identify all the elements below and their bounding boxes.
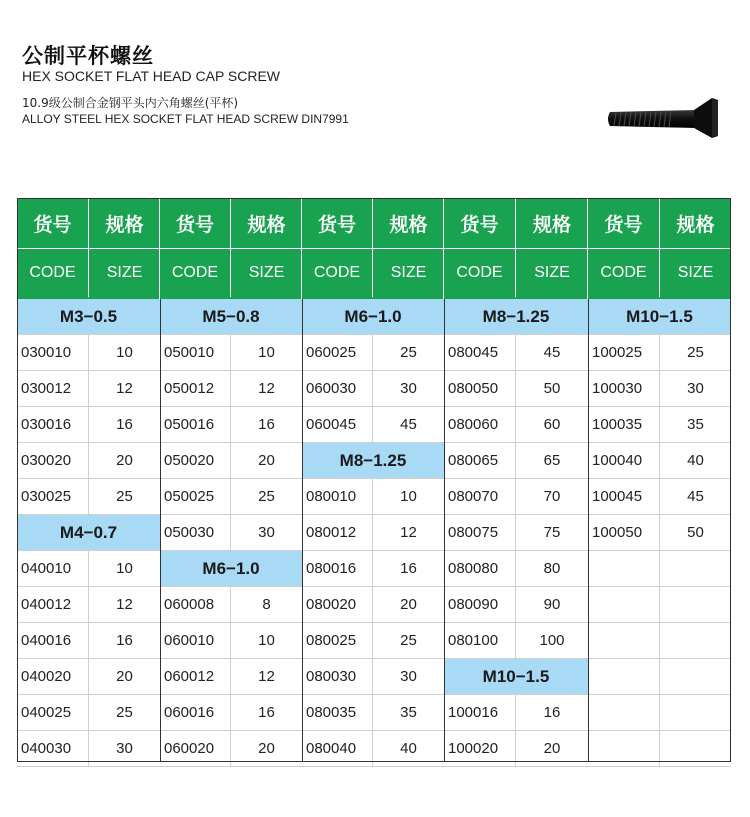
- header-code-cn: 货号: [17, 198, 89, 248]
- code-cell: 060030: [302, 371, 373, 406]
- code-cell: 030025: [17, 479, 89, 514]
- code-cell: 050025: [160, 479, 231, 514]
- code-cell: 100040: [588, 443, 660, 478]
- size-cell: 45: [400, 416, 417, 433]
- code-cell: 060010: [160, 623, 231, 658]
- code-cell: 050012: [160, 371, 231, 406]
- size-cell: 25: [400, 632, 417, 649]
- table-row: [444, 479, 588, 515]
- table-row: [302, 659, 444, 695]
- header-code-cn: 货号: [302, 198, 373, 248]
- table-row: [160, 371, 302, 407]
- size-cell: [660, 659, 731, 694]
- header-code-en: CODE: [302, 248, 373, 297]
- size-cell: 10: [116, 344, 133, 361]
- subtitle-cn: 10.9级公制合金钢平头内六角螺丝(平杯): [22, 96, 239, 110]
- code-cell: 030020: [17, 443, 89, 478]
- code-cell: [588, 695, 660, 730]
- code-cell: 080070: [444, 479, 516, 514]
- table-row: [588, 515, 731, 551]
- code-cell: 050020: [160, 443, 231, 478]
- column-divider: [160, 299, 161, 762]
- size-cell: [660, 551, 731, 586]
- code-cell: 040016: [17, 623, 89, 658]
- size-cell: 70: [543, 488, 561, 505]
- table-row: [302, 587, 444, 623]
- table-row: [302, 335, 444, 371]
- size-cell: 35: [400, 704, 417, 721]
- header-divider: [160, 248, 302, 249]
- table-column: [160, 198, 302, 762]
- header-size-cn: 规格: [676, 213, 715, 236]
- size-cell: 16: [258, 416, 275, 433]
- code-cell: 080040: [302, 731, 373, 766]
- header-code-en: CODE: [160, 248, 231, 297]
- header-code-en: CODE: [17, 248, 89, 297]
- table-row: [160, 479, 302, 515]
- size-cell: 50: [687, 524, 704, 541]
- column-divider: [302, 299, 303, 762]
- table-row: [588, 479, 731, 515]
- table-row: [588, 695, 731, 731]
- code-cell: 040010: [17, 551, 89, 586]
- table-row: [588, 551, 731, 587]
- size-cell: 90: [543, 596, 561, 613]
- size-table: [17, 198, 731, 762]
- table-row: [17, 695, 160, 731]
- code-cell: 030012: [17, 371, 89, 406]
- size-cell: 30: [116, 740, 133, 757]
- size-cell: 20: [543, 740, 561, 757]
- code-cell: 100030: [588, 371, 660, 406]
- header-code-en: CODE: [588, 248, 660, 297]
- size-cell: 16: [258, 704, 275, 721]
- size-cell: 20: [116, 668, 133, 685]
- size-cell: 12: [400, 524, 417, 541]
- size-cell: 25: [116, 488, 133, 505]
- table-column: [588, 198, 731, 762]
- column-divider: [588, 299, 589, 762]
- size-cell: 30: [400, 668, 417, 685]
- size-group-header: M10−1.5: [444, 659, 588, 695]
- column-divider: [444, 299, 445, 762]
- table-row: [444, 551, 588, 587]
- code-cell: 080016: [302, 551, 373, 586]
- header-size-en: SIZE: [677, 263, 714, 281]
- code-cell: 080075: [444, 515, 516, 550]
- size-cell: 16: [116, 632, 133, 649]
- table-row: [17, 479, 160, 515]
- table-row: [444, 623, 588, 659]
- table-row: [160, 407, 302, 443]
- table-row: [588, 335, 731, 371]
- code-cell: 030010: [17, 335, 89, 370]
- code-cell: 060008: [160, 587, 231, 622]
- code-cell: 040030: [17, 731, 89, 766]
- size-cell: 20: [116, 452, 133, 469]
- code-cell: 080010: [302, 479, 373, 514]
- table-row: [160, 587, 302, 623]
- size-cell: 40: [687, 452, 704, 469]
- size-group-header: M3−0.5: [17, 299, 160, 335]
- header-divider: [17, 248, 160, 249]
- size-group-header: M4−0.7: [17, 515, 160, 551]
- size-cell: 10: [258, 632, 275, 649]
- size-cell: 35: [687, 416, 704, 433]
- table-row: [588, 659, 731, 695]
- table-row: [302, 407, 444, 443]
- table-row: [17, 659, 160, 695]
- header-code-cn: 货号: [588, 198, 660, 248]
- size-cell: 20: [258, 740, 275, 757]
- size-cell: 10: [116, 560, 133, 577]
- header-size-en: SIZE: [106, 263, 143, 281]
- size-cell: 40: [400, 740, 417, 757]
- code-cell: [588, 623, 660, 658]
- size-group-header: M6−1.0: [160, 551, 302, 587]
- code-cell: 100035: [588, 407, 660, 442]
- table-column: [17, 198, 160, 762]
- size-cell: 12: [116, 596, 133, 613]
- size-cell: 45: [687, 488, 704, 505]
- code-cell: [588, 587, 660, 622]
- code-cell: 060045: [302, 407, 373, 442]
- code-cell: 080020: [302, 587, 373, 622]
- table-row: [444, 335, 588, 371]
- code-cell: 060020: [160, 731, 231, 766]
- size-cell: 10: [400, 488, 417, 505]
- size-cell: 16: [400, 560, 417, 577]
- table-row: [302, 695, 444, 731]
- table-column: [444, 198, 588, 762]
- table-row: [444, 443, 588, 479]
- table-row: [588, 731, 731, 767]
- code-cell: 080012: [302, 515, 373, 550]
- code-cell: 080060: [444, 407, 516, 442]
- size-cell: 75: [543, 524, 561, 541]
- table-row: [17, 443, 160, 479]
- table-row: [17, 335, 160, 371]
- header-size-cn: 规格: [105, 213, 144, 236]
- table-row: [17, 371, 160, 407]
- size-cell: 45: [543, 344, 561, 361]
- code-cell: 030016: [17, 407, 89, 442]
- table-row: [17, 551, 160, 587]
- code-cell: 060016: [160, 695, 231, 730]
- size-cell: 8: [262, 596, 271, 613]
- code-cell: 080050: [444, 371, 516, 406]
- size-cell: 20: [258, 452, 275, 469]
- code-cell: 080065: [444, 443, 516, 478]
- size-group-header: M8−1.25: [444, 299, 588, 335]
- size-cell: 25: [687, 344, 704, 361]
- size-cell: 50: [543, 380, 561, 397]
- size-cell: [660, 587, 731, 622]
- code-cell: 100016: [444, 695, 516, 730]
- size-cell: 80: [543, 560, 561, 577]
- table-row: [160, 335, 302, 371]
- size-cell: [660, 695, 731, 730]
- table-row: [17, 407, 160, 443]
- table-row: [160, 695, 302, 731]
- table-row: [444, 371, 588, 407]
- size-cell: 30: [258, 524, 275, 541]
- code-cell: 040020: [17, 659, 89, 694]
- header-divider: [588, 248, 731, 249]
- size-group-header: M8−1.25: [302, 443, 444, 479]
- header-divider: [302, 248, 444, 249]
- table-row: [160, 623, 302, 659]
- code-cell: 050016: [160, 407, 231, 442]
- code-cell: 060025: [302, 335, 373, 370]
- size-cell: 60: [543, 416, 561, 433]
- size-cell: 20: [400, 596, 417, 613]
- size-cell: 12: [258, 668, 275, 685]
- table-row: [17, 623, 160, 659]
- code-cell: 100050: [588, 515, 660, 550]
- size-cell: [660, 731, 731, 766]
- table-row: [17, 587, 160, 623]
- code-cell: 100025: [588, 335, 660, 370]
- size-cell: 16: [543, 704, 561, 721]
- table-row: [160, 731, 302, 767]
- table-row: [160, 443, 302, 479]
- header-size-en: SIZE: [390, 263, 427, 281]
- table-row: [444, 407, 588, 443]
- header-size-cn: 规格: [247, 213, 286, 236]
- header-code-cn: 货号: [444, 198, 516, 248]
- code-cell: 050010: [160, 335, 231, 370]
- code-cell: [588, 659, 660, 694]
- table-row: [302, 371, 444, 407]
- table-row: [444, 587, 588, 623]
- size-cell: 25: [116, 704, 133, 721]
- code-cell: 040012: [17, 587, 89, 622]
- table-row: [444, 515, 588, 551]
- table-row: [588, 407, 731, 443]
- header-size-cn: 规格: [532, 213, 571, 236]
- table-row: [17, 731, 160, 767]
- code-cell: [588, 551, 660, 586]
- header-size-en: SIZE: [534, 263, 570, 281]
- header-size-cn: 规格: [389, 213, 428, 236]
- table-row: [588, 587, 731, 623]
- size-cell: 30: [687, 380, 704, 397]
- size-cell: [660, 623, 731, 658]
- code-cell: 100020: [444, 731, 516, 766]
- code-cell: 100045: [588, 479, 660, 514]
- header-divider: [444, 248, 588, 249]
- code-cell: 050030: [160, 515, 231, 550]
- size-cell: 10: [258, 344, 275, 361]
- size-cell: 16: [116, 416, 133, 433]
- table-row: [302, 551, 444, 587]
- code-cell: [588, 731, 660, 766]
- size-group-header: M6−1.0: [302, 299, 444, 335]
- table-row: [302, 515, 444, 551]
- table-row: [160, 659, 302, 695]
- code-cell: 060012: [160, 659, 231, 694]
- size-cell: 65: [543, 452, 561, 469]
- table-row: [588, 443, 731, 479]
- code-cell: 080045: [444, 335, 516, 370]
- table-column: [302, 198, 444, 762]
- table-row: [160, 515, 302, 551]
- code-cell: 080035: [302, 695, 373, 730]
- header-size-en: SIZE: [248, 263, 285, 281]
- screw-product-image: [604, 96, 722, 140]
- table-row: [444, 695, 588, 731]
- table-row: [302, 479, 444, 515]
- code-cell: 080025: [302, 623, 373, 658]
- header-code-en: CODE: [444, 248, 516, 297]
- subtitle-en: ALLOY STEEL HEX SOCKET FLAT HEAD SCREW DIN7991: [22, 112, 349, 126]
- code-cell: 080100: [444, 623, 516, 658]
- table-row: [302, 731, 444, 767]
- size-cell: 12: [116, 380, 133, 397]
- size-cell: 25: [258, 488, 275, 505]
- code-cell: 080030: [302, 659, 373, 694]
- code-cell: 040025: [17, 695, 89, 730]
- table-row: [588, 623, 731, 659]
- size-cell: 25: [400, 344, 417, 361]
- code-cell: 080080: [444, 551, 516, 586]
- title-en: HEX SOCKET FLAT HEAD CAP SCREW: [22, 68, 281, 84]
- size-group-header: M10−1.5: [588, 299, 731, 335]
- size-cell: 30: [400, 380, 417, 397]
- size-cell: 12: [258, 380, 275, 397]
- table-row: [588, 371, 731, 407]
- table-row: [302, 623, 444, 659]
- table-row: [444, 731, 588, 767]
- header-code-cn: 货号: [160, 198, 231, 248]
- size-cell: 100: [539, 632, 565, 649]
- code-cell: 080090: [444, 587, 516, 622]
- size-group-header: M5−0.8: [160, 299, 302, 335]
- title-cn: 公制平杯螺丝: [22, 44, 154, 68]
